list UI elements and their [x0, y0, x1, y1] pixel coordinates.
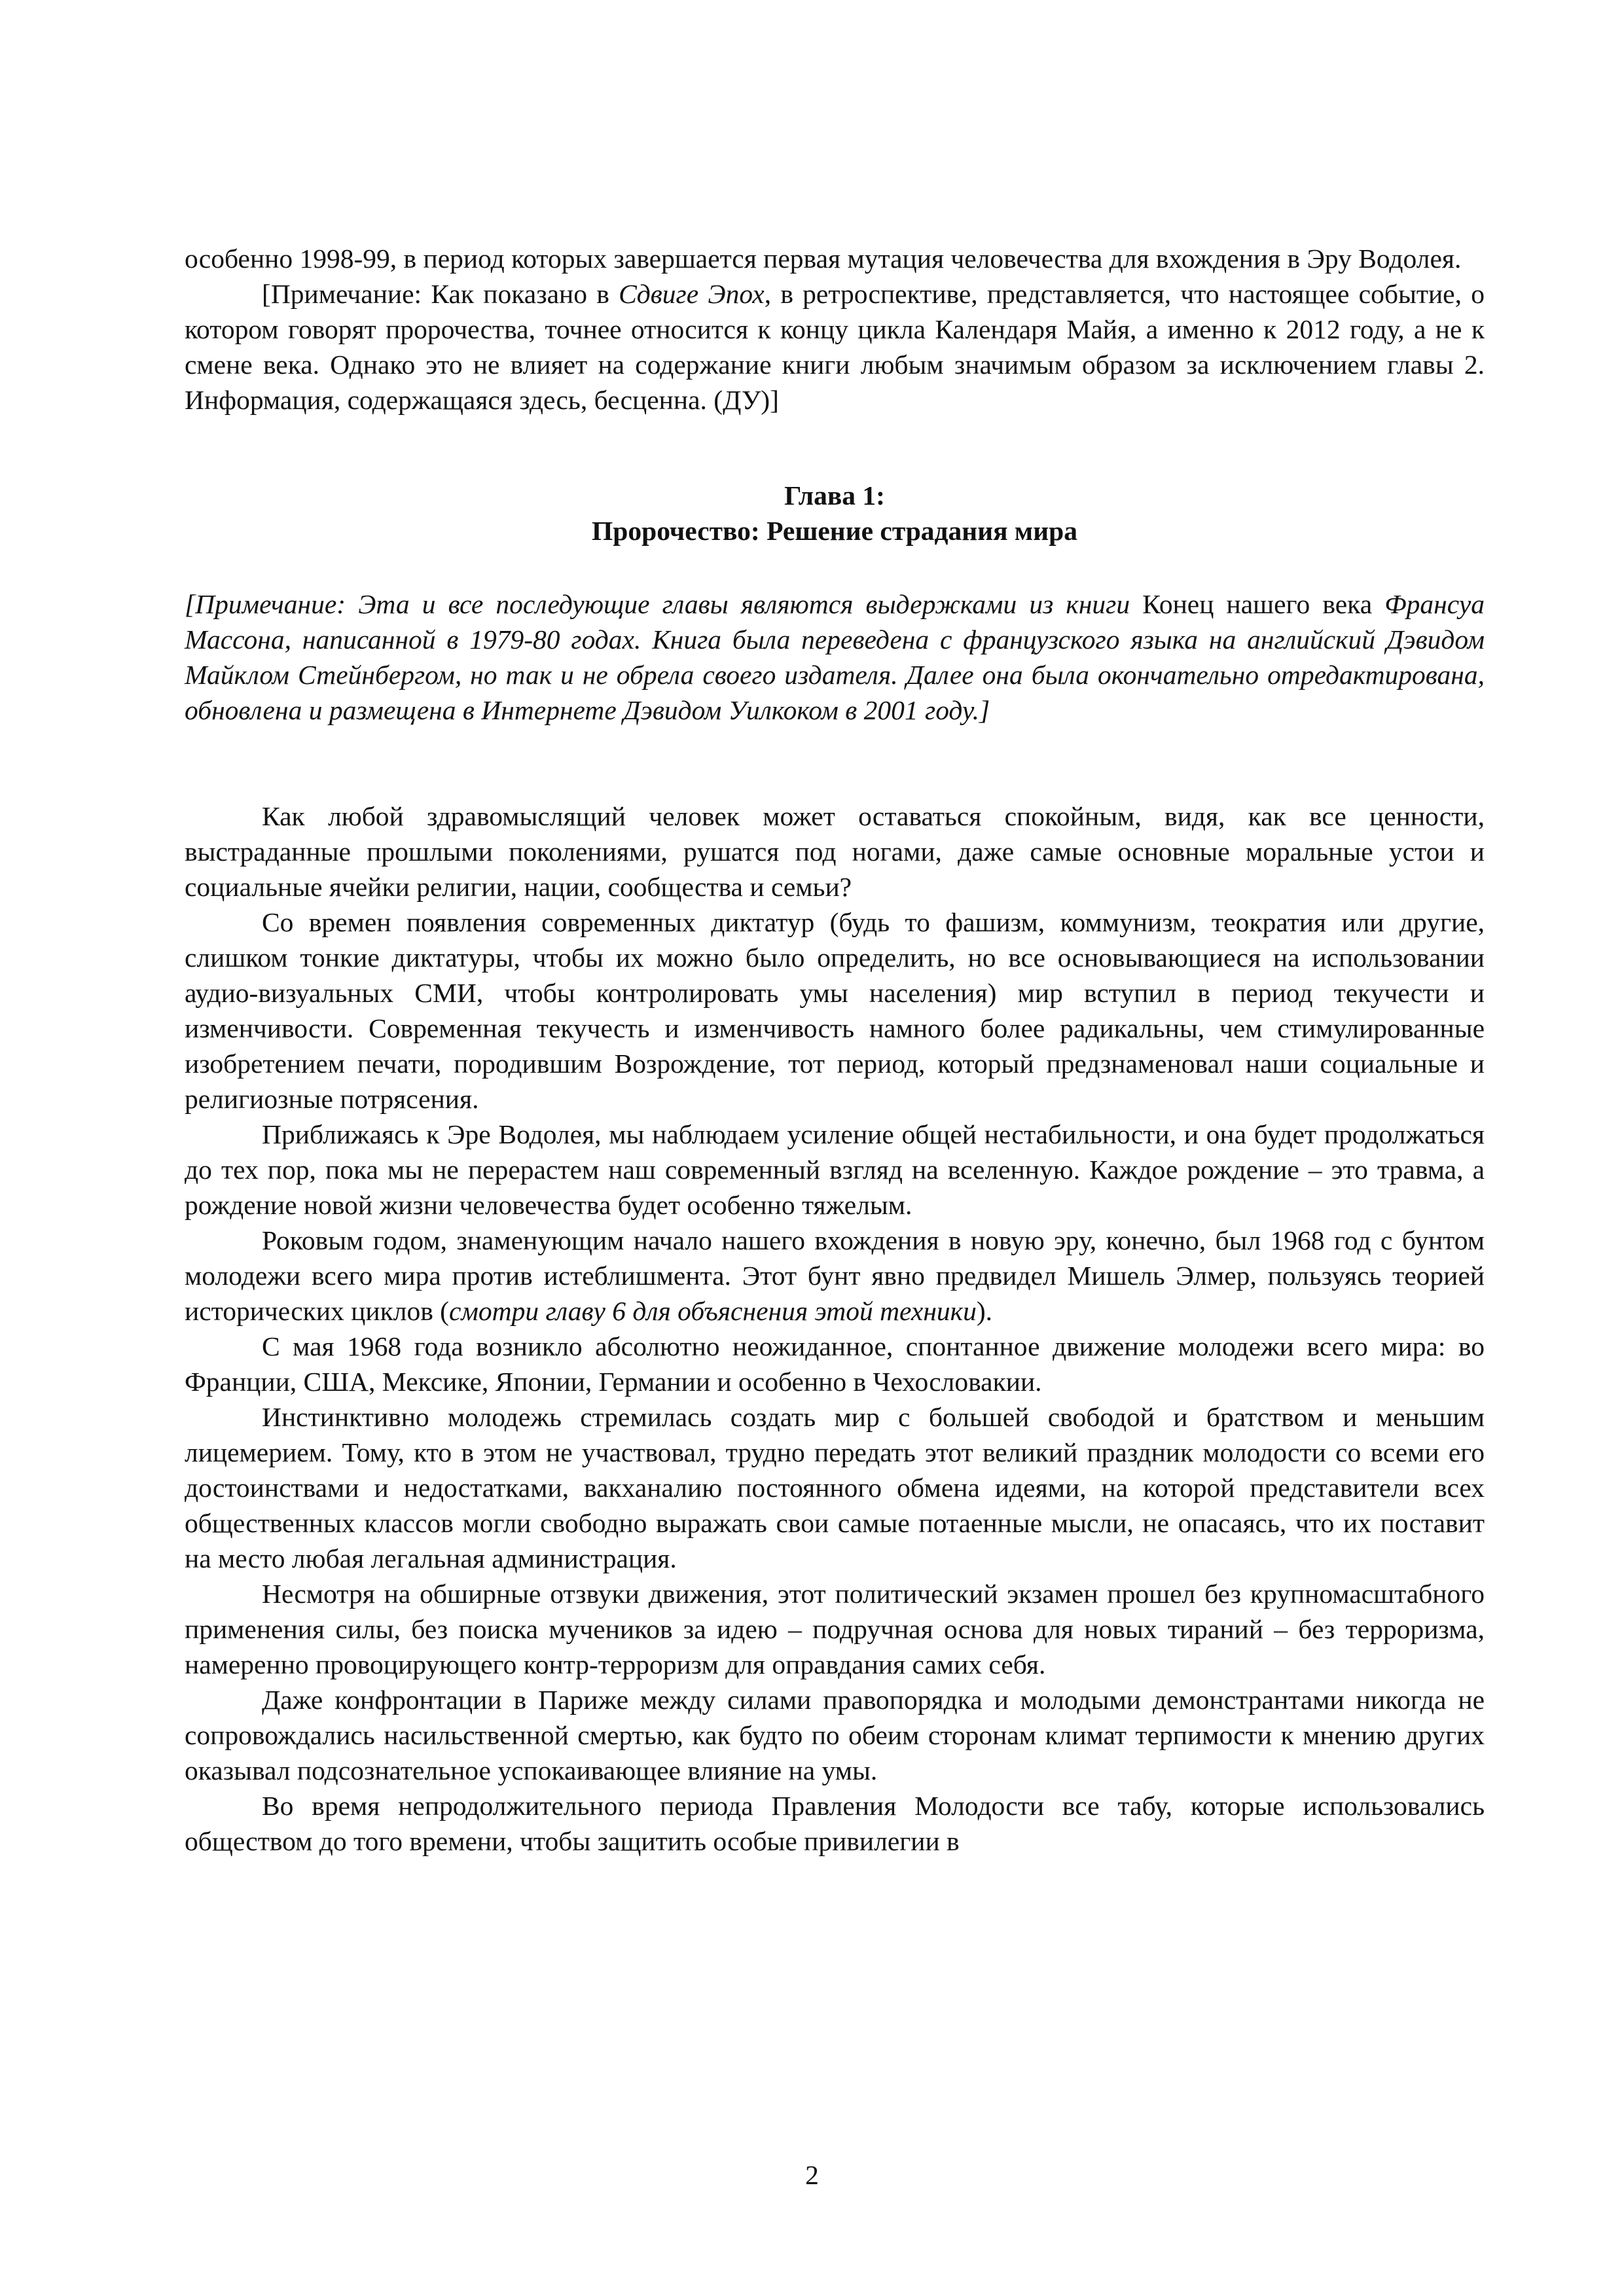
body-paragraph-2: Со времен появления современных диктатур (будь то фашизм, коммунизм, теократия или другие, слишком тонкие диктатуры, чтобы их можно было определить, но все основывающиеся на использовании аудио-визуальных СМИ, чтобы контролировать умы населения) мир вступил в период текучести и изменчивости. Современная текучесть и изменчивость намного более радикальны, чем стимулированные изобретением печати, породившим Возрождение, тот период, который предзнаменовал наши социальные и религиозные потрясения. — [185, 907, 1485, 1114]
body-paragraph-7: Несмотря на обширные отзвуки движения, этот политический экзамен прошел без крупномасштабного применения силы, без поиска мучеников за идею – подручная основа для новых тираний – без терроризма, намеренно провоцирующего контр-терроризм для оправдания самих себя. — [185, 1579, 1485, 1679]
document-page — [185, 241, 1485, 1859]
page-number: 2 — [805, 2160, 819, 2190]
intro-note-text-2: , в ретроспективе, представляется, что настоящее событие, о котором говорят пророчества, точнее относится к концу цикла Календаря Майя, а именно к 2012 году, а не к смене века. Однако это не влияет на содержание книги любым значимым образом за исключением главы 2. Информация, содержащаяся здесь, бесценна. (ДУ)] — [185, 279, 1485, 415]
editor-note-book-title: Конец нашего века — [1142, 589, 1373, 619]
intro-note-paragraph — [185, 276, 1485, 418]
editor-note — [185, 586, 1485, 728]
editor-note-text-1: [Примечание: Эта и все последующие главы являются выдержками из книги — [185, 589, 1143, 619]
body-paragraph-4-text-1: Роковым годом, знаменующим начало нашего вхождения в новую эру, конечно, был 1968 год с бунтом молодежи всего мира против истеблишмента. Этот бунт явно предвидел Мишель Элмер, пользуясь теорией исторических циклов ( — [185, 1225, 1485, 1326]
body-paragraph-3: Приближаясь к Эре Водолея, мы наблюдаем усиление общей нестабильности, и она будет продолжаться до тех пор, пока мы не перерастем наш современный взгляд на вселенную. Каждое рождение – это травма, а рождение новой жизни человечества будет особенно тяжелым. — [185, 1119, 1485, 1220]
chapter-title: Пророчество: Решение страдания мира — [592, 516, 1077, 546]
chapter-number: Глава 1: — [784, 480, 885, 511]
body-paragraph-4-text-2: ). — [976, 1296, 993, 1326]
editor-note-text-2: Франсуа Массона, написанной в 1979-80 годах. Книга была переведена с французского языка на английский Дэвидом Майклом Стейнбергом, но так и не обрела своего издателя. Далее она была окончательно отредактирована, обновлена и размещена в Интернете Дэвидом Уилкоком в 2001 году.] — [185, 589, 1485, 725]
body-paragraph-8: Даже конфронтации в Париже между силами правопорядка и молодыми демонстрантами никогда не сопровождались насильственной смертью, как будто по обеим сторонам климат терпимости к мнению других оказывал подсознательное успокаивающее влияние на умы. — [185, 1685, 1485, 1785]
chapter-heading — [185, 478, 1485, 548]
body-paragraph-6: Инстинктивно молодежь стремилась создать мир с большей свободой и братством и меньшим лицемерием. Тому, кто в этом не участвовал, трудно передать этот великий праздник молодости со всеми его достоинствами и недостатками, вакханалию постоянного обмена идеями, на которой представители всех общественных классов могли свободно выражать свои самые потаенные мысли, не опасаясь, что их поставит на место любая легальная администрация. — [185, 1402, 1485, 1573]
intro-note-text-1: [Примечание: Как показано в — [262, 279, 619, 309]
body-paragraph-5: С мая 1968 года возникло абсолютно неожиданное, спонтанное движение молодежи всего мира: во Франции, США, Мексике, Японии, Германии и особенно в Чехословакии. — [185, 1331, 1485, 1397]
body-paragraph-4 — [185, 1223, 1485, 1329]
body-paragraph-1: Как любой здравомыслящий человек может оставаться спокойным, видя, как все ценности, выстраданные прошлыми поколениями, рушатся под ногами, даже самые основные моральные устои и социальные ячейки религии, нации, сообщества и семьи? — [185, 801, 1485, 902]
body-paragraph-9: Во время непродолжительного периода Правления Молодости все табу, которые использовались обществом до того времени, чтобы защитить особые привилегии в — [185, 1791, 1485, 1856]
intro-note-book-title: Сдвиге Эпох — [619, 279, 765, 309]
body-text — [185, 798, 1485, 1859]
body-paragraph-4-reference: смотри главу 6 для объяснения этой техники — [449, 1296, 977, 1326]
intro-paragraph: особенно 1998-99, в период которых завершается первая мутация человечества для вхождения в Эру Водолея. — [185, 243, 1462, 274]
